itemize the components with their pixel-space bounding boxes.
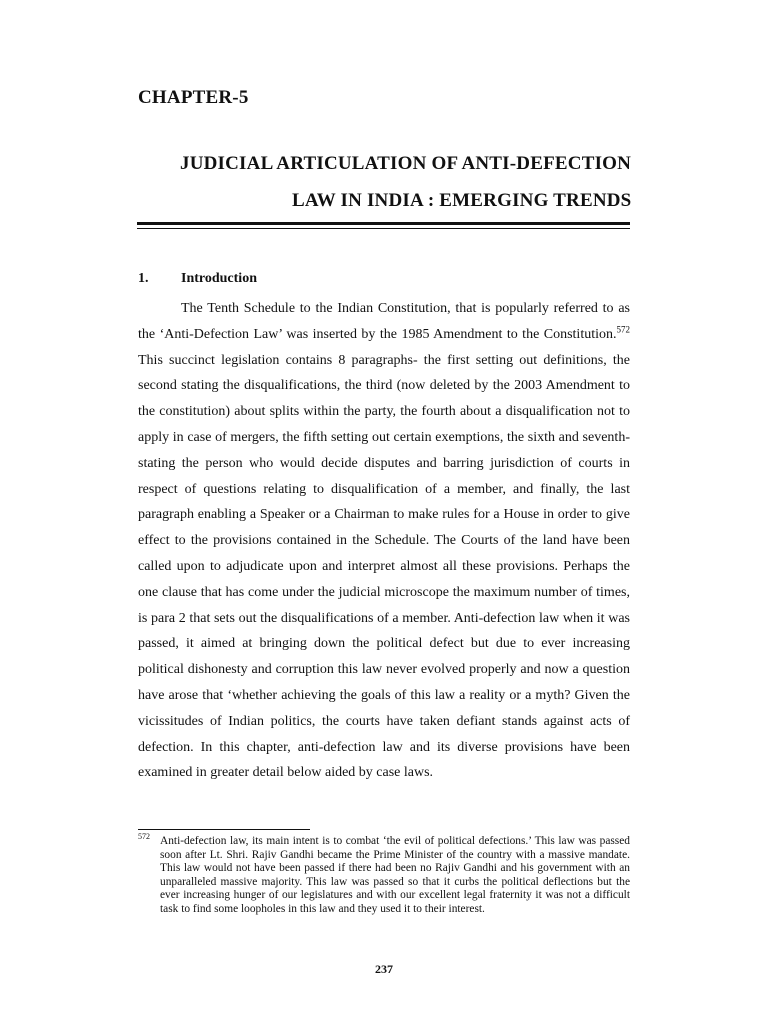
chapter-title-line-1: JUDICIAL ARTICULATION OF ANTI-DEFECTION <box>180 153 632 174</box>
title-rule-thick <box>137 222 630 225</box>
body-text-before-ref: The Tenth Schedule to the Indian Constitution, that is popularly referred to as the ‘Anti-Defection Law’ was inserted by the 1985 Amendment to the Constitution. <box>138 301 630 342</box>
section-heading <box>138 271 257 287</box>
footnote-reference[interactable]: 572 <box>616 324 630 335</box>
chapter-label: CHAPTER-5 <box>138 87 249 108</box>
chapter-title-line-2: LAW IN INDIA : EMERGING TRENDS <box>292 190 632 211</box>
section-number: 1. <box>138 271 149 286</box>
body-text-after-ref: This succinct legislation contains 8 paragraphs- the first setting out definitions, the second stating the disqualifications, the third (now deleted by the 2003 Amendment to the constitution) about splits within the party, the fourth about a disqualification not to apply in case of mergers, the fifth setting out certain exemptions, the sixth and seventh- stating the person who would decide disputes and barring jurisdiction of courts in respect of questions relating to disqualification of a member, and finally, the last paragraph enabling a Speaker or a Chairman to make rules for a House in order to give effect to the provisions contained in the Schedule. The Courts of the land have been called upon to adjudicate upon and interpret almost all these provisions. Perhaps the one clause that has come under the judicial microscope the maximum number of times, is para 2 that sets out the disqualifications of a member. Anti-defection law when it was passed, it aimed at bringing down the political defect but due to ever increasing political dishonesty and corruption this law never evolved properly and now a question have arose that ‘whether achieving the goals of this law a reality or a myth? Given the vicissitudes of Indian politics, the courts have taken defiant stands against acts of defection. In this chapter, anti-defection law and its diverse provisions have been examined in greater detail below aided by case laws. <box>138 352 630 781</box>
body-paragraph <box>138 296 630 786</box>
footnote <box>138 832 630 917</box>
page-number: 237 <box>375 962 393 976</box>
footnote-mark-number: 572 <box>138 832 150 842</box>
footnote-separator <box>138 829 310 830</box>
footnote-text: Anti-defection law, its main intent is to combat ‘the evil of political defections.’ This law was passed soon after Lt. Shri. Rajiv Gandhi became the Prime Minister of the country with a massive mandate. This law would not have been passed if there had been no Rajiv Gandhi and his government with an unparalleled massive majority. This law was passed so that it curbs the political deflections but the ever increasing hunger of our legislatures and with our excellent legal fraternity it was not a difficult task to find some loopholes in this law and they used it to their interest. <box>160 835 630 915</box>
title-rule-thin <box>137 228 630 229</box>
footnote-mark <box>138 832 160 849</box>
section-title: Introduction <box>181 271 257 286</box>
